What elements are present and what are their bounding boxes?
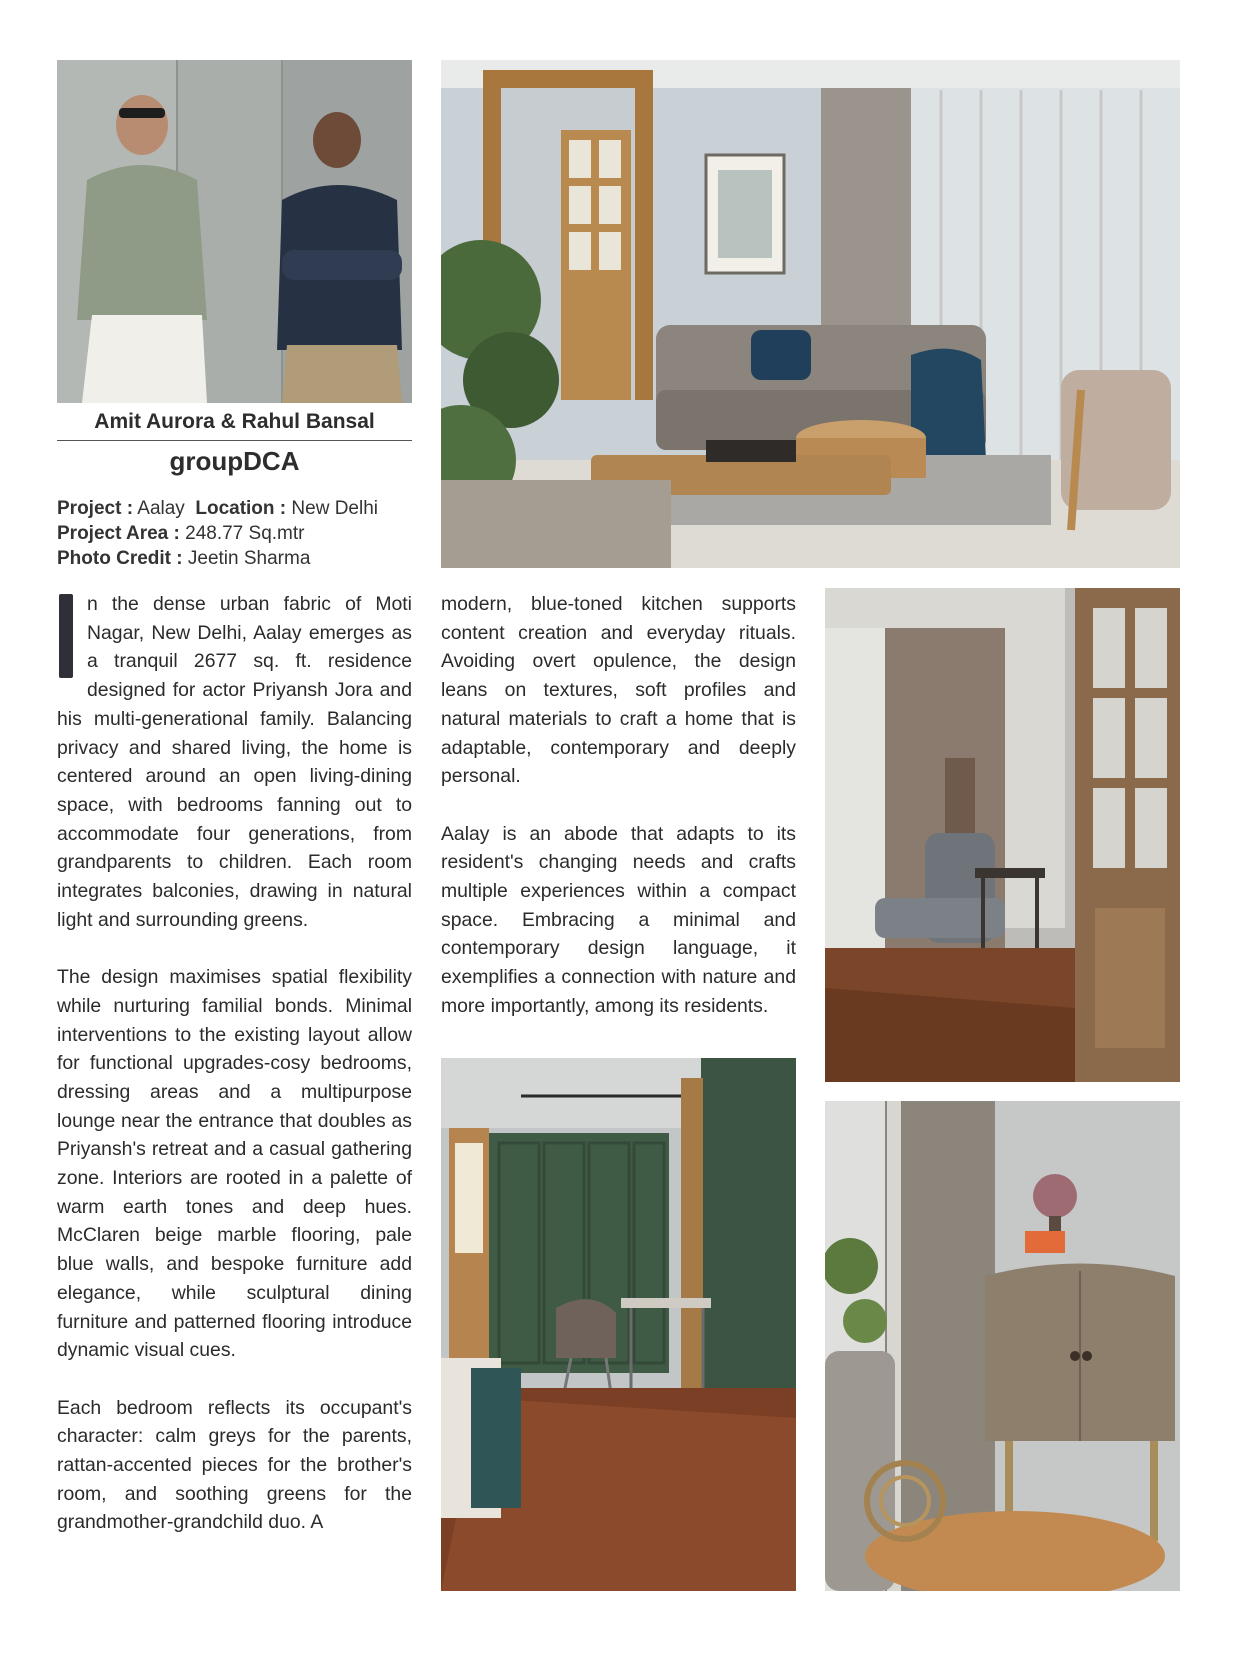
credit-value: Jeetin Sharma [187, 548, 311, 569]
study-room-photo [441, 1058, 796, 1591]
article-paragraph-1 [57, 590, 412, 934]
project-location-row [57, 496, 437, 521]
photo-credit-row [57, 546, 437, 571]
designers-portrait-photo [57, 60, 412, 403]
article-paragraph-2: The design maximises spatial flexibility while nurturing familial bonds. Minimal interventions to the existing layout allow for functional upgrades-cosy bedrooms, dressing areas and a multipurpose lounge near the entrance that doubles as Priyansh's retreat and a casual gathering zone. Interiors are rooted in a palette of warm earth tones and deep hues. McClaren beige marble flooring, pale blue walls, and bespoke furniture add elegance, while sculptural dining furniture and patterned flooring introduce dynamic visual cues. [57, 966, 412, 1362]
living-room-photo [441, 60, 1180, 568]
project-label: Project : [57, 498, 134, 519]
article-paragraph-5: Aalay is an abode that adapts to its resident's changing needs and crafts multiple experiences within a compact space. Embracing a minimal and contemporary design language, it exemplifies a connection with nature and more importantly, among its residents. [441, 822, 796, 1017]
article-column-right [441, 590, 796, 1021]
lounge-corner-photo [825, 588, 1180, 1082]
names-divider [57, 440, 412, 441]
project-area-row [57, 521, 437, 546]
paragraph-1-text: n the dense urban fabric of Moti Nagar, New Delhi, Aalay emerges as a tranquil 2677 sq. ft. residence designed for actor Priyansh Jora and his multi-generational family. Balancing privacy and shared living, the home is centered around an open living-dining space, with bedrooms fanning out to accommodate four generations, from grandparents to children. Each room integrates balconies, drawing in natural light and surrounding greens. [57, 593, 412, 931]
firm-name: groupDCA [169, 446, 300, 476]
dropcap-letter [59, 594, 73, 678]
designers-names: Amit Aurora & Rahul Bansal [94, 410, 375, 433]
location-label: Location : [195, 498, 287, 519]
location-value: New Delhi [291, 498, 379, 519]
credit-label: Photo Credit : [57, 548, 183, 569]
project-details [57, 496, 437, 571]
project-value: Aalay [137, 498, 185, 519]
area-value: 248.77 Sq.mtr [185, 523, 305, 544]
article-paragraph-3: Each bedroom reflects its occupant's character: calm greys for the parents, rattan-accented pieces for the brother's room, and soothing greens for the grandmother-grandchild duo. A [57, 1396, 412, 1534]
area-label: Project Area : [57, 523, 180, 544]
article-column-left [57, 590, 412, 1537]
article-paragraph-4: modern, blue-toned kitchen supports content creation and everyday rituals. Avoiding overt opulence, the design leans on textures, soft profiles and natural materials to craft a home that is adaptable, contemporary and deeply personal. [441, 593, 796, 788]
sideboard-photo [825, 1101, 1180, 1591]
